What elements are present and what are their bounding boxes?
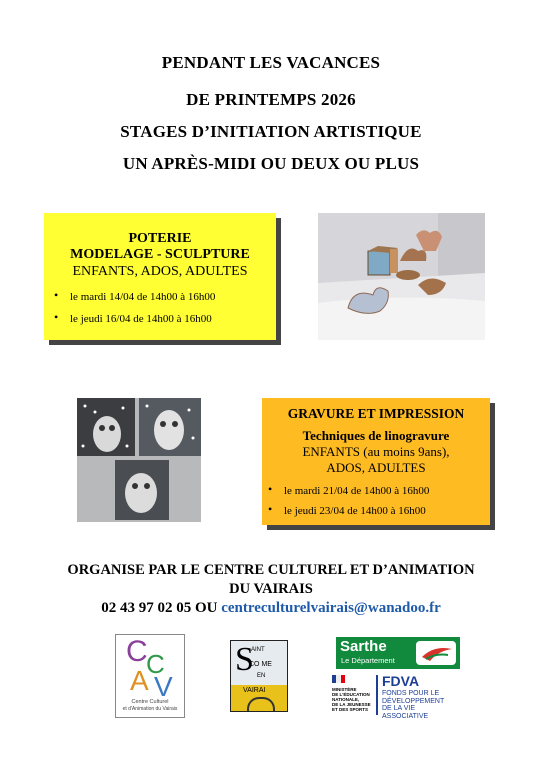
pottery-photo bbox=[318, 213, 485, 340]
header-line-3: STAGES D’INITIATION ARTISTIQUE bbox=[120, 122, 422, 141]
marianne-icon bbox=[332, 675, 346, 683]
phone-number: 02 43 97 02 05 OU bbox=[101, 600, 222, 616]
gravure-box: GRAVURE ET IMPRESSION Techniques de linogravure ENFANTS (au moins 9ans), ADOS, ADULTES • le mardi 21/04 de 14h00 à 16h00 • le jeudi 23/04 de 14h00 à 16h00 bbox=[262, 398, 490, 525]
bullet-icon: • bbox=[268, 482, 273, 496]
poterie-box: POTERIE MODELAGE - SCULPTURE ENFANTS, ADOS, ADULTES • le mardi 14/04 de 14h00 à 16h00 • le jeudi 16/04 de 14h00 à 16h00 bbox=[44, 213, 276, 340]
poterie-subtitle: MODELAGE - SCULPTURE bbox=[70, 247, 250, 262]
gear-icon bbox=[247, 697, 275, 711]
organiser-line-1: ORGANISE PAR LE CENTRE CULTUREL ET D’ANIMATION bbox=[67, 562, 475, 578]
ministere-fdva-logo: MINISTÈRE DE L'ÉDUCATION NATIONALE, DE LA JEUNESSE ET DES SPORTS FDVA FONDS POUR LE DÉVELOPPEMENT DE LA VIE ASSOCIATIVE bbox=[332, 673, 445, 720]
gravure-title: GRAVURE ET IMPRESSION bbox=[287, 406, 465, 421]
saint-come-logo: S AINT CO ME EN VAIRAI bbox=[230, 640, 288, 712]
ccav-logo: C C A V Centre Culturel et d'Animation du Vairais bbox=[115, 634, 185, 718]
sarthe-swoosh-icon bbox=[420, 643, 454, 663]
gravure-subtitle: Techniques de linogravure bbox=[302, 428, 450, 443]
sarthe-logo: Sarthe Le Département bbox=[336, 637, 460, 669]
header-line-1: PENDANT LES VACANCES bbox=[161, 53, 381, 72]
poterie-title: POTERIE bbox=[128, 231, 192, 246]
email-link[interactable]: centreculturelvairais@wanadoo.fr bbox=[221, 600, 441, 616]
gravure-audience-2: ADOS, ADULTES bbox=[326, 460, 426, 475]
organiser-line-2: DU VAIRAIS bbox=[229, 581, 313, 597]
linocut-photo bbox=[77, 398, 201, 522]
bullet-icon: • bbox=[54, 310, 59, 324]
contact-line bbox=[0, 600, 542, 617]
gravure-audience-1: ENFANTS (au moins 9ans), bbox=[302, 444, 450, 459]
header-line-4: UN APRÈS-MIDI OU DEUX OU PLUS bbox=[122, 154, 420, 173]
header-line-2: DE PRINTEMPS 2026 bbox=[186, 90, 356, 109]
bullet-icon: • bbox=[268, 502, 273, 516]
bullet-icon: • bbox=[54, 288, 59, 302]
poterie-audience: ENFANTS, ADOS, ADULTES bbox=[72, 264, 248, 279]
saint-s-glyph: S bbox=[235, 641, 254, 678]
